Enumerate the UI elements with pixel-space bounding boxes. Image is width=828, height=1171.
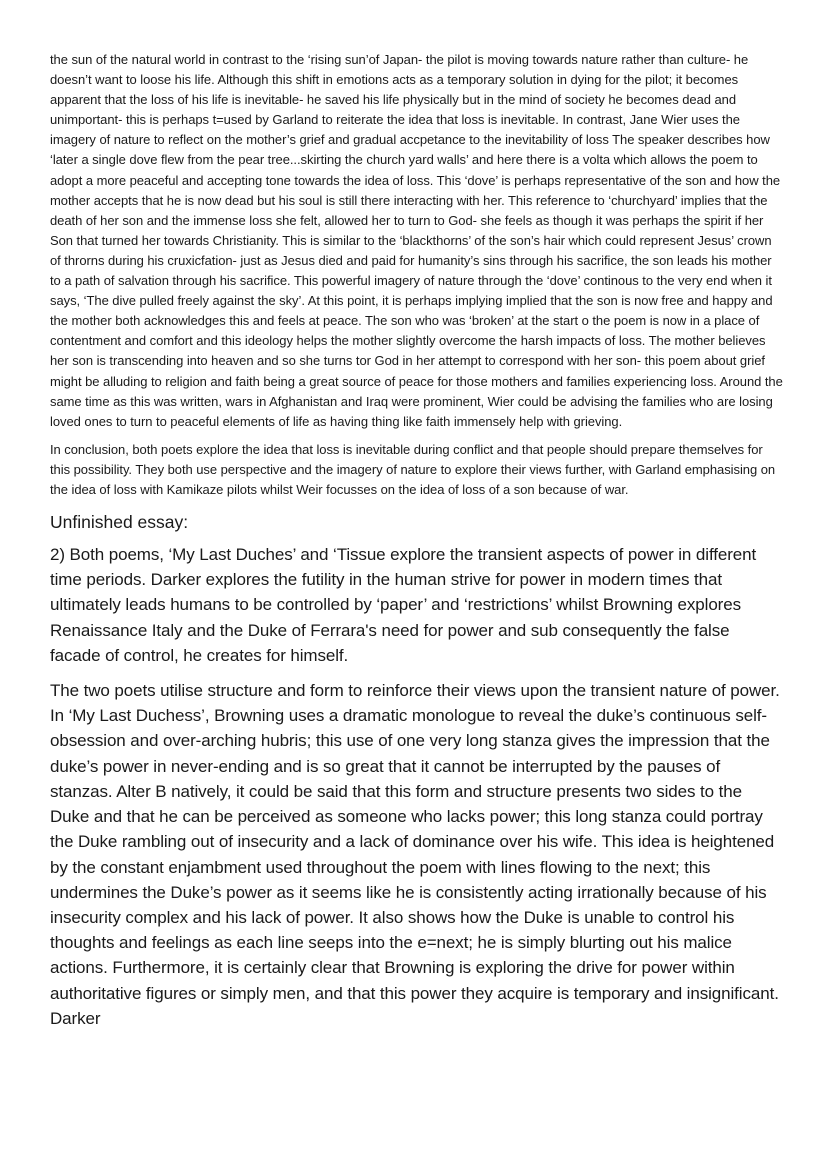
essay-two-section [50, 542, 784, 1031]
essay-two-introduction: 2) Both poems, ‘My Last Duches’ and ‘Tissue explore the transient aspects of power in different time periods. Darker explores the futility in the human strive for power in modern times that ultimately leads humans to be controlled by ‘paper’ and ‘restrictions’ whilst Browning explores Renaissance Italy and the Duke of Ferrara's need for power and sub consequently the false facade of control, he creates for himself. [50, 545, 757, 665]
essay-one-conclusion: In conclusion, both poets explore the idea that loss is inevitable during conflict and that people should prepare themselves for this possibility. They both use perspective and the imagery of nature to explore their views further, with Garland emphasising on the idea of loss with Kamikaze pilots whilst Weir focusses on the idea of loss of a son because of war. [50, 441, 776, 497]
essay-one-paragraph: the sun of the natural world in contrast to the ‘rising sun’of Japan- the pilot is moving towards nature rather than culture- he doesn’t want to loose his life. Although this shift in emotions acts as a temporary solution in dying for the pilot; it becomes apparent that the loss of his life is inevitable- he saved his life physically but in the mind of society he becomes dead and unimportant- this is perhaps t=used by Garland to reiterate the idea that loss is inevitable. In contrast, Jane Wier uses the imagery of nature to reflect on the mother’s grief and gradual accpetance to the inevitability of loss The speaker describes how ‘later a single dove flew from the pear tree...skirting the church yard walls’ and here there is a volta which allows the poem to adopt a more peaceful and accepting tone towards the idea of loss. This ‘dove’ is perhaps representative of the son and how the mother accepts that he is now dead but his soul is still there interacting with her. This reference to ‘churchyard’ implies that the death of her son and the immense loss she felt, allowed her to turn to God- she feels as though it was perhaps the spirit if her Son that turned her towards Christianity. This is similar to the ‘blackthorns’ of the son’s hair which could represent Jesus’ crown of throrns during his cruxicfation- just as Jesus died and paid for humanity’s sins through his sacrifice, the son leads his mother to a path of salvation through his sacrifice. This powerful imagery of nature through the ‘dove’ continous to the very end when it says, ‘The dive pulled freely against the sky’. At this point, it is perhaps implying implied that the son is now free and happy and the mother both acknowledges this and feels at peace. The son who was ‘broken’ at the start o the poem is now in a place of contentment and comfort and this ideology helps the mother slightly overcome the harsh impacts of loss. The mother believes her son is transcending into heaven and so she turns tor God in her attempt to correspond with her son- this poem about grief might be alluding to religion and faith being a great source of peace for those mothers and families experiencing loss. Around the same time as this was written, wars in Afghanistan and Iraq were prominent, Wier could be advising the families who are losing loved ones to turn to peaceful elements of life as having thing like faith immensely help with grieving. [50, 52, 783, 429]
essay-two-paragraph: The two poets utilise structure and form to reinforce their views upon the transient nature of power. In ‘My Last Duchess’, Browning uses a dramatic monologue to reveal the duke’s continuous self-obsession and over-arching hubris; this use of one very long stanza gives the impression that the duke’s power in never-ending and is so great that it cannot be interrupted by the pauses of stanzas. Alter B natively, it could be said that this form and structure presents two sides to the Duke and that he can be perceived as someone who lacks power; this long stanza could portray the Duke rambling out of insecurity and a lack of dominance over his wife. This idea is heightened by the constant enjambment used throughout the poem with lines flowing to the next; this undermines the Duke’s power as it seems like he is consistently acting irrationally because of his insecurity complex and his lack of power. It also shows how the Duke is unable to control his thoughts and feelings as each line seeps into the e=next; he is simply blurting out his malice actions. Furthermore, it is certainly clear that Browning is exploring the drive for power within authoritative figures or simply men, and that this power they acquire is temporary and insignificant. Darker [50, 681, 780, 1028]
essay-one-section [50, 50, 784, 500]
unfinished-essay-heading: Unfinished essay: [50, 512, 189, 533]
document-page [50, 50, 784, 1041]
